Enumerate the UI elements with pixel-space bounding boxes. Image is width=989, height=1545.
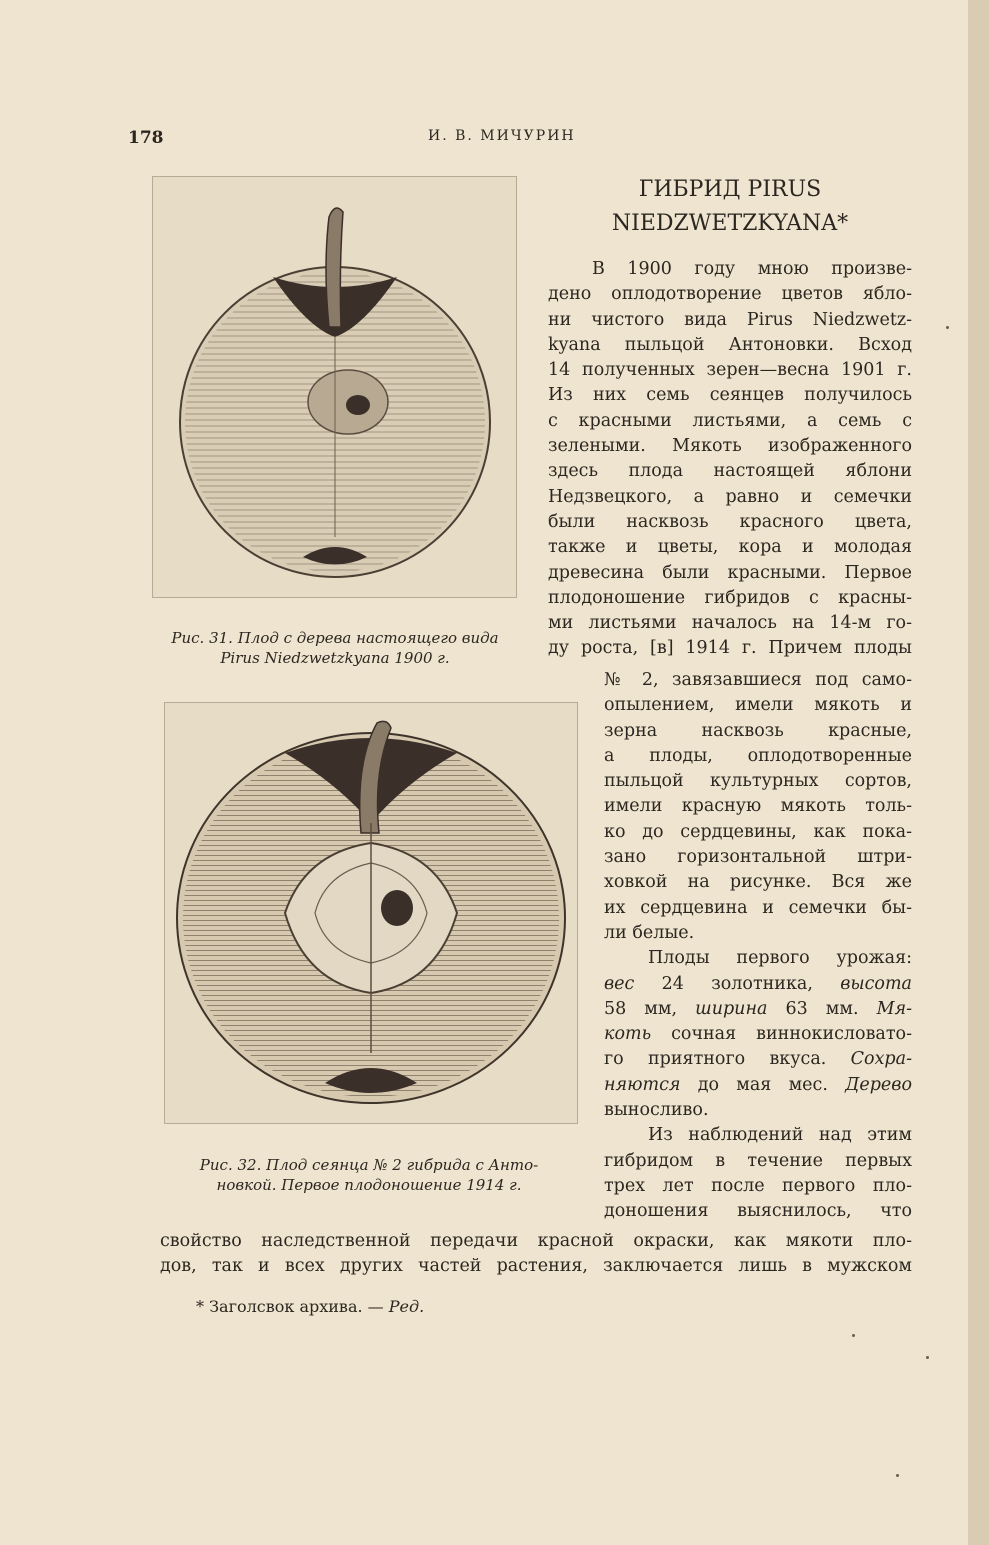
page-number: 178 xyxy=(128,128,164,148)
text-run: Мя- xyxy=(876,998,912,1019)
text-line xyxy=(604,1047,912,1072)
text-run: до мая мес. xyxy=(680,1074,846,1095)
body-text-column-2 xyxy=(604,668,912,1225)
text-line: древесина были красными. Первое xyxy=(548,562,912,583)
text-line: В 1900 году мною произве- xyxy=(592,259,912,279)
text-line: доношения выяснилось, что xyxy=(604,1201,912,1222)
text-run: 24 золотника, xyxy=(634,973,841,994)
caption-line: новкой. Первое плодоношение 1914 г. xyxy=(216,1176,522,1194)
title-line-1: ГИБРИД PIRUS xyxy=(638,177,822,202)
text-line: также и цветы, кора и молодая xyxy=(548,537,912,558)
text-line: ли белые. xyxy=(604,922,695,943)
text-run: сочная виннокисловато- xyxy=(651,1024,912,1045)
text-line: Недзвецкого, а равно и семечки xyxy=(548,486,912,507)
text-run: го приятного вкуса. xyxy=(604,1049,851,1070)
text-run: няются xyxy=(604,1074,681,1095)
text-line: трех лет после первого пло- xyxy=(604,1175,912,1196)
running-head: И. В. МИЧУРИН xyxy=(428,128,576,144)
text-line: ми листьями началось на 14-м го- xyxy=(548,613,912,634)
footnote-abbr: Ред. xyxy=(388,1297,425,1316)
figure-31-apple-cross-section xyxy=(152,176,517,598)
text-line: № 2, завязавшиеся под само- xyxy=(604,670,912,690)
text-line: выносливо. xyxy=(604,1100,709,1121)
footnote-text: * Заголсвок архива. — xyxy=(196,1297,389,1316)
article-title xyxy=(548,173,912,241)
title-line-2: NIEDZWETZKYANA* xyxy=(611,211,849,236)
text-line: с красными листьями, а семь с xyxy=(548,410,912,431)
text-line: зано горизонтальной штри- xyxy=(604,847,912,868)
text-line: плодоношение гибридов с красны- xyxy=(548,587,912,608)
text-line: имели красную мякоть толь- xyxy=(604,796,912,817)
text-line: ховкой на рисунке. Вся же xyxy=(604,872,912,893)
text-run: 58 мм, xyxy=(604,998,696,1019)
text-line: ни чистого вида Pirus Niedzwetz- xyxy=(548,309,912,330)
text-run: коть xyxy=(604,1024,652,1045)
text-run: 63 мм. xyxy=(767,998,877,1019)
text-run: Сохра- xyxy=(850,1049,912,1070)
text-line: свойство наследственной передачи красной окраски, как мякоти пло- xyxy=(160,1231,912,1251)
paper-speck xyxy=(926,1356,929,1359)
paper-speck xyxy=(896,1474,899,1477)
figure-31-caption xyxy=(150,628,520,668)
caption-line: Pirus Niedzwetzkyana 1900 г. xyxy=(220,649,450,667)
text-line: дено оплодотворение цветов ябло- xyxy=(548,284,912,305)
text-line: Из них семь сеянцев получилось xyxy=(548,385,912,406)
figure-32-caption xyxy=(158,1155,580,1195)
paper-speck xyxy=(946,326,949,329)
page-header xyxy=(128,128,918,150)
text-line xyxy=(604,1073,912,1098)
caption-line: Рис. 32. Плод сеянца № 2 гибрида с Анто- xyxy=(199,1156,539,1174)
page-gutter xyxy=(968,0,989,1545)
text-line: а плоды, оплодотворенные xyxy=(604,745,912,766)
text-line: зерна насквозь красные, xyxy=(604,720,912,741)
text-line: ко до сердцевины, как пока- xyxy=(604,821,912,842)
text-line: kyana пыльцой Антоновки. Всход xyxy=(548,334,912,355)
text-line xyxy=(604,972,912,997)
text-line: Плоды первого урожая: xyxy=(648,948,912,969)
body-text-column-1 xyxy=(548,257,912,662)
text-run: Дерево xyxy=(845,1074,912,1095)
paper-speck xyxy=(852,1334,855,1337)
text-line: гибридом в течение первых xyxy=(604,1150,912,1171)
text-line: пыльцой культурных сортов, xyxy=(604,771,912,792)
text-line: зелеными. Мякоть изображенного xyxy=(548,436,912,457)
caption-line: Рис. 31. Плод с дерева настоящего вида xyxy=(171,629,499,647)
text-run: ширина xyxy=(695,998,768,1019)
body-text-full-width xyxy=(160,1229,912,1280)
text-line: были насквозь красного цвета, xyxy=(548,511,912,532)
text-line: опылением, имели мякоть и xyxy=(604,695,912,716)
footnote xyxy=(196,1297,424,1316)
text-line: здесь плода настоящей яблони xyxy=(548,461,912,482)
text-run: высота xyxy=(840,973,912,994)
text-line xyxy=(604,1022,912,1047)
text-line: 14 полученных зерен—весна 1901 г. xyxy=(548,360,912,381)
text-line: их сердцевина и семечки бы- xyxy=(604,897,912,918)
text-line: ду роста, [в] 1914 г. Причем плоды xyxy=(548,638,912,659)
text-run: вес xyxy=(604,973,635,994)
text-line xyxy=(604,997,912,1022)
figure-32-apple-cross-section xyxy=(164,702,578,1124)
text-line: дов, так и всех других частей растения, заключается лишь в мужском xyxy=(160,1256,912,1277)
text-line: Из наблюдений над этим xyxy=(648,1125,912,1146)
